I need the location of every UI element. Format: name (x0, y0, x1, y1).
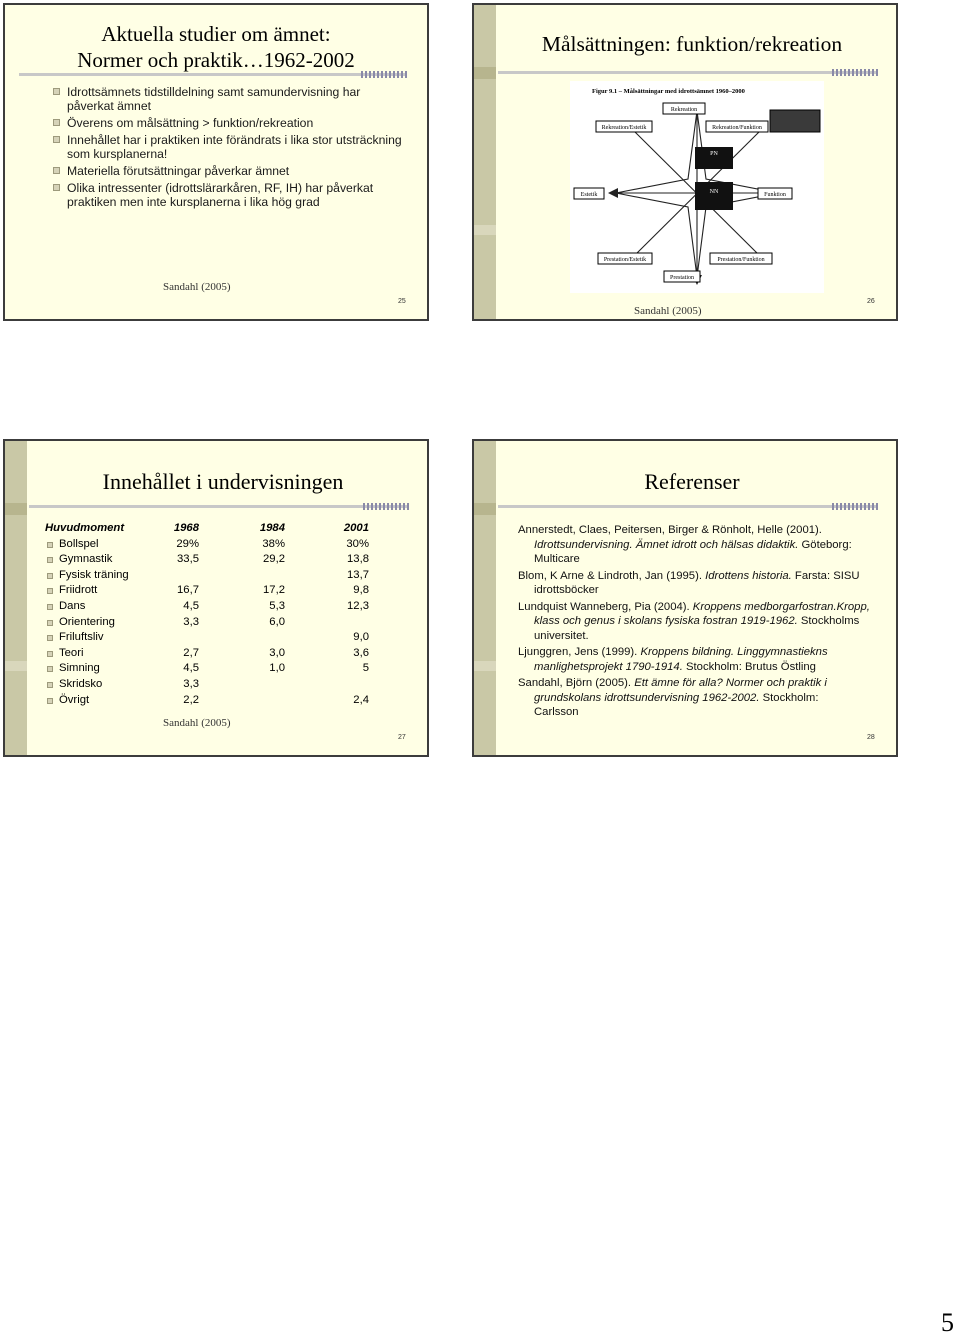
goals-diagram (570, 81, 824, 293)
slide-number: 27 (398, 734, 406, 741)
label-bottom-right: Prestation/Funktion (717, 257, 765, 263)
table-row: Simning 4,5 1,0 5 (45, 661, 385, 677)
slide-source: Sandahl (2005) (634, 305, 702, 317)
title-line-1: Aktuella studier om ämnet: (101, 22, 331, 46)
bullet-square-icon (53, 88, 60, 95)
slide-source: Sandahl (2005) (163, 281, 231, 293)
slide-sidebar (5, 441, 27, 755)
slide-number: 28 (867, 734, 875, 741)
slide-title (15, 21, 417, 73)
label-top: Rekreation (670, 107, 698, 113)
table-row: Orientering 3,3 6,0 (45, 615, 385, 631)
label-bottom-left: Prestation/Estetik (603, 257, 647, 263)
table-header: Huvudmoment 1968 1984 2001 (45, 522, 369, 534)
label-left: Estetik (580, 192, 598, 198)
slide-number: 26 (867, 298, 875, 305)
reference-item: Sandahl, Björn (2005). Ett ämne för alla? Normer och praktik i grundskolans idrottsundervisning 1962-2002. Stockholm: Carlsson (518, 677, 827, 718)
table-row: Gymnastik 33,5 29,2 13,8 (45, 552, 385, 568)
title-rule (19, 73, 407, 76)
table-row: Skridsko 3,3 (45, 677, 385, 693)
slide-source: Sandahl (2005) (163, 717, 231, 729)
slide-title: Innehållet i undervisningen (102, 469, 344, 494)
slide-title: Målsättningen: funktion/rekreation (541, 32, 843, 56)
bullet-item: Överens om målsättning > funktion/rekreation (53, 116, 403, 130)
slide-number: 25 (398, 298, 406, 305)
box-center-nn (695, 182, 733, 210)
title-line-2: Normer och praktik…1962-2002 (77, 48, 355, 72)
label-center-top: PN (710, 151, 718, 157)
reference-item: Ljunggren, Jens (1999). Kroppens bildning. Linggymnastiekns manlighetsprojekt 1790-1914. Stockholm: Brutus Östling (518, 646, 828, 673)
label-top-right: Rekreation/Funktion (712, 125, 762, 131)
bullet-item: Olika intressenter (idrottslärarkåren, RF, IH) har påverkat praktiken men inte kursplanerna i lika hög grad (53, 181, 403, 209)
label-bottom: Prestation (670, 275, 694, 281)
table-row: Fysisk träning 13,7 (45, 568, 385, 584)
reference-item: Annerstedt, Claes, Peitersen, Birger & Rönholt, Helle (2001). Idrottsundervisning. Ämnet idrott och hälsas didaktik. Göteborg: Multicare (518, 524, 852, 565)
figure-caption: Figur 9.1 – Målsättningar med idrottsämnet 1960–2000 (592, 88, 745, 95)
slide-sidebar (474, 441, 496, 755)
slide-25 (3, 3, 429, 321)
bullet-list (53, 85, 403, 209)
title-rule (29, 505, 409, 508)
table-row: Friidrott 16,7 17,2 9,8 (45, 583, 385, 599)
label-center-bottom: NN (709, 189, 719, 195)
bullet-square-icon (53, 136, 60, 143)
reference-item: Blom, K Arne & Lindroth, Jan (1995). Idrottens historia. Farsta: SISU idrottsböcker (518, 569, 860, 596)
label-right: Funktion (764, 192, 786, 198)
box-top-right-dark (770, 110, 820, 132)
slide-26 (472, 3, 898, 321)
slide-title: Referenser (644, 469, 740, 494)
slide-27 (3, 439, 429, 757)
table-row: Dans 4,5 5,3 12,3 (45, 599, 385, 615)
label-top-left: Rekreation/Estetik (601, 125, 647, 131)
bullet-item: Materiella förutsättningar påverkar ämnet (53, 164, 403, 178)
title-rule (498, 71, 878, 74)
bullet-square-icon (53, 184, 60, 191)
table-row: Övrigt 2,2 2,4 (45, 693, 385, 709)
bullet-item: Innehållet har i praktiken inte förändrats i lika stor utsträckning som kursplanerna! (53, 133, 403, 161)
bullet-item: Idrottsämnets tidstilldelning samt samundervisning har påverkat ämnet (53, 85, 403, 113)
slide-28 (472, 439, 898, 757)
table-row: Bollspel 29% 38% 30% (45, 537, 385, 553)
reference-item: Lundquist Wanneberg, Pia (2004). Kroppens medborgarfostran.Kropp, klass och genus i skolans fysiska fostran 1919-1962. Stockholms universitet. (518, 600, 870, 642)
content-table (45, 521, 385, 708)
reference-list (518, 523, 890, 722)
table-row: Friluftsliv 9,0 (45, 630, 385, 646)
slide-sidebar (474, 5, 496, 319)
table-row: Teori 2,7 3,0 3,6 (45, 646, 385, 662)
document-page-number: 5 (941, 1308, 954, 1337)
bullet-square-icon (53, 119, 60, 126)
bullet-square-icon (53, 167, 60, 174)
title-rule (498, 505, 878, 508)
